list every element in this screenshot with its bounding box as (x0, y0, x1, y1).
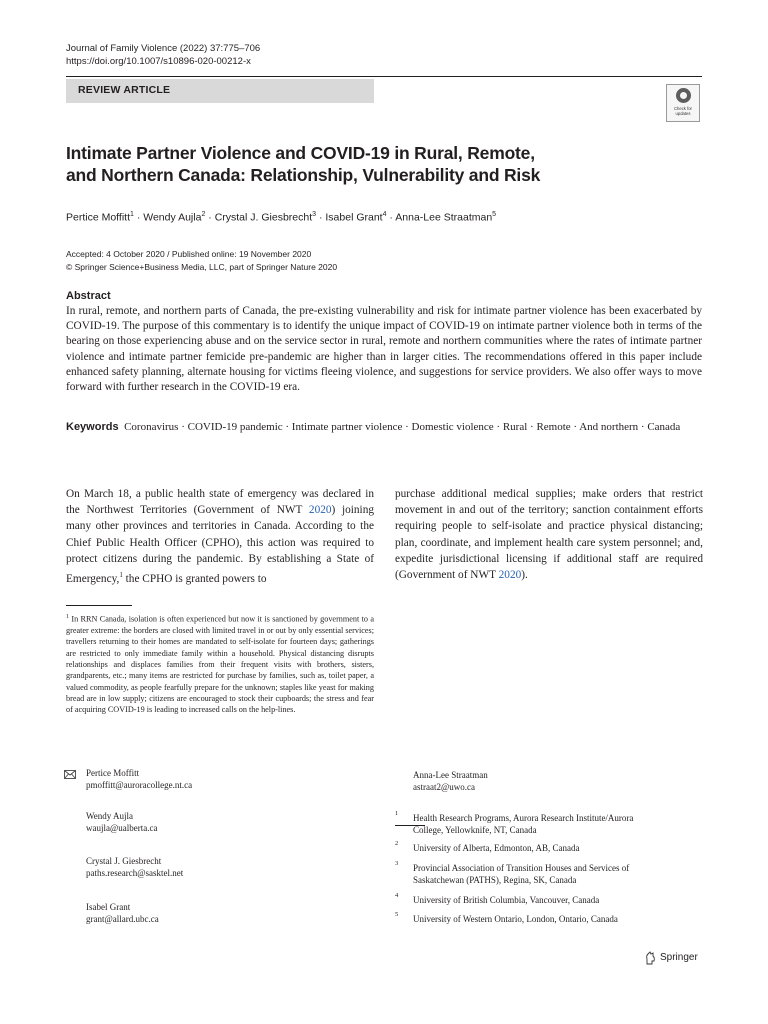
contact-entry (86, 810, 158, 834)
author-name[interactable]: Crystal J. Giesbrecht (214, 211, 313, 224)
header-rule (66, 76, 702, 77)
title-line-2: and Northern Canada: Relationship, Vulnerability and Risk (66, 165, 541, 185)
author-list (66, 208, 496, 225)
contact-email[interactable]: pmoffitt@auroracollege.nt.ca (86, 780, 193, 790)
author-affiliation-mark: 4 (382, 211, 387, 218)
contact-email[interactable]: waujla@ualberta.ca (86, 823, 158, 833)
contact-email[interactable]: paths.research@sasktel.net (86, 868, 184, 878)
contact-name: Crystal J. Giesbrecht (86, 856, 162, 866)
affiliation-line: University of Alberta, Edmonton, AB, Canada (413, 843, 580, 853)
contact-entry (413, 769, 488, 793)
contact-entry (86, 901, 159, 925)
affiliation-text (413, 913, 618, 925)
article-title (66, 142, 666, 186)
body-text: ). (521, 569, 528, 582)
publication-dates (66, 248, 337, 274)
author-name[interactable]: Anna-Lee Straatman (395, 211, 493, 224)
affiliation-line: University of British Columbia, Vancouver, Canada (413, 895, 600, 905)
author-separator: · (208, 211, 212, 224)
affiliation-line: University of Western Ontario, London, Ontario, Canada (413, 914, 618, 924)
affiliation-line: College, Yellowknife, NT, Canada (413, 825, 537, 835)
body-column-right (395, 486, 703, 583)
title-line-1: Intimate Partner Violence and COVID-19 in Rural, Remote, (66, 143, 535, 163)
envelope-icon (64, 770, 76, 779)
affiliation-line: Saskatchewan (PATHS), Regina, SK, Canada (413, 875, 577, 885)
author-separator: · (136, 211, 141, 224)
affiliation-text (413, 894, 599, 906)
author-affiliation-mark: 5 (492, 211, 497, 218)
body-column-left (66, 486, 374, 587)
author-name[interactable]: Wendy Aujla (143, 211, 202, 224)
journal-citation: Journal of Family Violence (2022) 37:775–706 (66, 43, 261, 54)
abstract-text: In rural, remote, and northern parts of Canada, the pre-existing vulnerability and risk for intimate partner violence has been exacerbated by COVID-19. The purpose of this commentary is to identify the unique impact of COVID-19 on intimate partner violence both in terms of the bearing on those experiencing abuse and on the service sector in rural, remote and northern communities where the rates of intimate partner violence and intimate partner femicide pre-pandemic are higher than in larger cities. The recommendations offered in this paper include enhanced safety planning, alternate housing for victims fleeing violence, and suggestions for service providers. We also offer ways to move forward with further research in the COVID-19 era. (66, 305, 702, 394)
footnote (66, 612, 374, 715)
contact-entry (86, 855, 183, 879)
affiliation-rule (395, 825, 425, 826)
body-text: ) joining many other provinces and territories in Canada. According to the Chief Public Health Officer (CPHO), this action was required to protect citizens during the pandemic. By establishing a State of Emergency, (66, 504, 374, 585)
keywords-section (66, 420, 702, 435)
footnote-number: 1 (66, 614, 69, 620)
copyright-notice: © Springer Science+Business Media, LLC, part of Springer Nature 2020 (66, 262, 338, 272)
check-updates-icon (676, 88, 691, 103)
contact-name: Pertice Moffitt (86, 768, 140, 778)
footnote-rule (66, 605, 132, 606)
contact-name: Anna-Lee Straatman (413, 770, 488, 780)
affiliation-number: 5 (395, 911, 399, 918)
author-name[interactable]: Pertice Moffitt (66, 211, 130, 224)
affiliation-number: 2 (395, 840, 399, 847)
badge-label: Check for updates (674, 106, 692, 116)
accepted-published-dates: Accepted: 4 October 2020 / Published online: 19 November 2020 (66, 249, 312, 259)
contact-name: Isabel Grant (86, 902, 131, 912)
affiliation-number: 3 (395, 860, 399, 867)
contact-entry (86, 767, 192, 791)
affiliation-text (413, 862, 629, 886)
doi-link[interactable]: https://doi.org/10.1007/s10896-020-00212-x (66, 56, 251, 67)
publisher-logo-text: Springer (660, 952, 698, 963)
author-name[interactable]: Isabel Grant (325, 211, 383, 224)
citation-link[interactable]: 2020 (498, 569, 522, 582)
affiliation-number: 4 (395, 892, 399, 899)
author-affiliation-mark: 2 (201, 211, 206, 218)
abstract-heading: Abstract (66, 290, 111, 302)
author-affiliation-mark: 3 (312, 211, 317, 218)
springer-horse-icon (644, 951, 656, 965)
author-affiliation-mark: 1 (130, 211, 134, 218)
contact-email[interactable]: grant@allard.ubc.ca (86, 914, 159, 924)
contact-name: Wendy Aujla (86, 811, 134, 821)
affiliation-number: 1 (395, 810, 399, 817)
affiliation-line: Provincial Association of Transition Houses and Services of (413, 863, 630, 873)
article-type-band: REVIEW ARTICLE (66, 79, 374, 103)
body-text: purchase additional medical supplies; make orders that restrict movement in and out of the territory; sanction containment efforts requiring people to self-isolate and practice physical distancing; plan, coordinate, and implement health care system personnel; and, expedite jurisdictional licensing if additional staff are required (Government of NWT (395, 488, 703, 582)
keywords-list: Coronavirus · COVID-19 pandemic · Intimate partner violence · Domestic violence · Rural · Remote · And northern · Canada (124, 421, 681, 433)
author-separator: · (389, 211, 393, 224)
affiliation-text (413, 812, 633, 836)
body-text: the CPHO is granted powers to (122, 572, 267, 585)
footnote-marker[interactable]: 1 (119, 571, 123, 580)
citation-link[interactable]: 2020 (308, 504, 332, 517)
keywords-heading: Keywords (66, 421, 119, 433)
affiliation-text (413, 842, 579, 854)
body-text: On March 18, a public health state of emergency was declared in the Northwest Territories (Government of NWT (66, 488, 374, 517)
contact-email[interactable]: astraat2@uwo.ca (413, 782, 476, 792)
footnote-text: In RRN Canada, isolation is often experienced but now it is sanctioned by government to a greater extreme: the borders are closed with limited travel in or out by only essential services; travellers returning to their homes are mandated to self-isolate for fourteen days; gatherings are restricted to only immediate family within a household. Physical distancing disrupts relationships and displaces families from their frequent visits with brothers, sisters, grandparents, etc.; many items are restricted for purchase by families, such as, toilet paper, a valued commodity, as people fearfully prepare for the unknown; staples like yeast for making bread are in low supply; citizens are encouraged to stock their cupboards; the stress and fear of acquiring COVID-19 is leading to increased calls on the help-lines. (66, 614, 374, 715)
affiliation-line: Health Research Programs, Aurora Research Institute/Aurora (413, 813, 634, 823)
author-separator: · (318, 211, 323, 224)
check-for-updates-badge[interactable] (666, 84, 700, 122)
